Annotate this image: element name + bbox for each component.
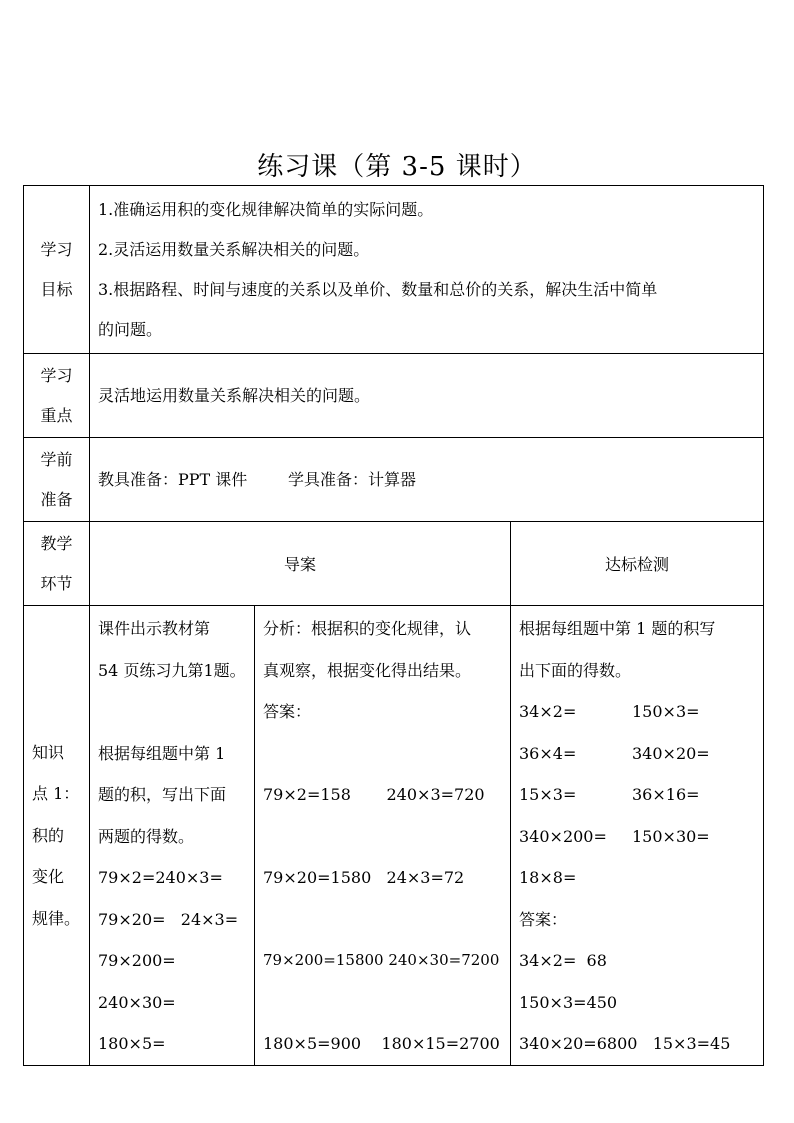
prep-label: 学前 准备 (24, 438, 90, 522)
guide-header: 导案 (90, 522, 511, 606)
textbook-exercise-column: 课件出示教材第 54 页练习九第1题。 根据每组题中第 1 题的积，写出下面 两题的得数。 79×2=240×3= 79×20= 24×3= 79×200= 240×30= 180×5= (90, 606, 255, 1066)
goal-line-4: 的问题。 (98, 319, 163, 339)
prep-row (24, 438, 764, 522)
knowledge-label: 知识 点 1： 积的 变化 规律。 (24, 606, 90, 1066)
page-title: 练习课（第 3-5 课时） (257, 152, 537, 182)
focus-content: 灵活地运用数量关系解决相关的问题。 (90, 354, 764, 438)
answer-heading: 答案： (519, 909, 568, 929)
goals-row (24, 186, 764, 354)
section-header-row (24, 522, 764, 606)
knowledge-row (24, 606, 764, 1066)
analysis-column: 分析：根据积的变化规律，认 真观察，根据变化得出结果。 答案： 79×2=158 240×3=720 79×20=1580 24×3=72 79×200=15800 240×30=7200 180×5=900 180×15=2700 (255, 606, 511, 1066)
goal-line-2: 2.灵活运用数量关系解决相关的问题。 (98, 239, 370, 259)
check-column: 根据每组题中第 1 题的积写 出下面的得数。 34×2= 150×3= 36×4= 340×20= 15×3= 36×16= 340×200= 150×30= 18×8= 答案： 34×2= 68 150×3=450 340×20=6800 15×3=45 (511, 606, 764, 1066)
section-label: 教学 环节 (24, 522, 90, 606)
lesson-plan-table (23, 185, 764, 1066)
goals-content (90, 186, 764, 354)
focus-row (24, 354, 764, 438)
exercise-pair: 340×200= 150×30= (519, 826, 710, 846)
check-header: 达标检测 (511, 522, 764, 606)
goals-label: 学习 目标 (24, 186, 90, 354)
exercise-pair: 36×4= 340×20= (519, 743, 710, 763)
exercise-pair: 34×2= 150×3= (519, 702, 700, 721)
exercise-pair: 18×8= (519, 868, 577, 887)
prep-content: 教具准备：PPT 课件 学具准备：计算器 (90, 438, 764, 522)
exercise-pair: 15×3= 36×16= (519, 785, 700, 804)
focus-label: 学习 重点 (24, 354, 90, 438)
goal-line-1: 1.准确运用积的变化规律解决简单的实际问题。 (98, 199, 434, 219)
goal-line-3: 3.根据路程、时间与速度的关系以及单价、数量和总价的关系，解决生活中简单 (98, 279, 658, 299)
